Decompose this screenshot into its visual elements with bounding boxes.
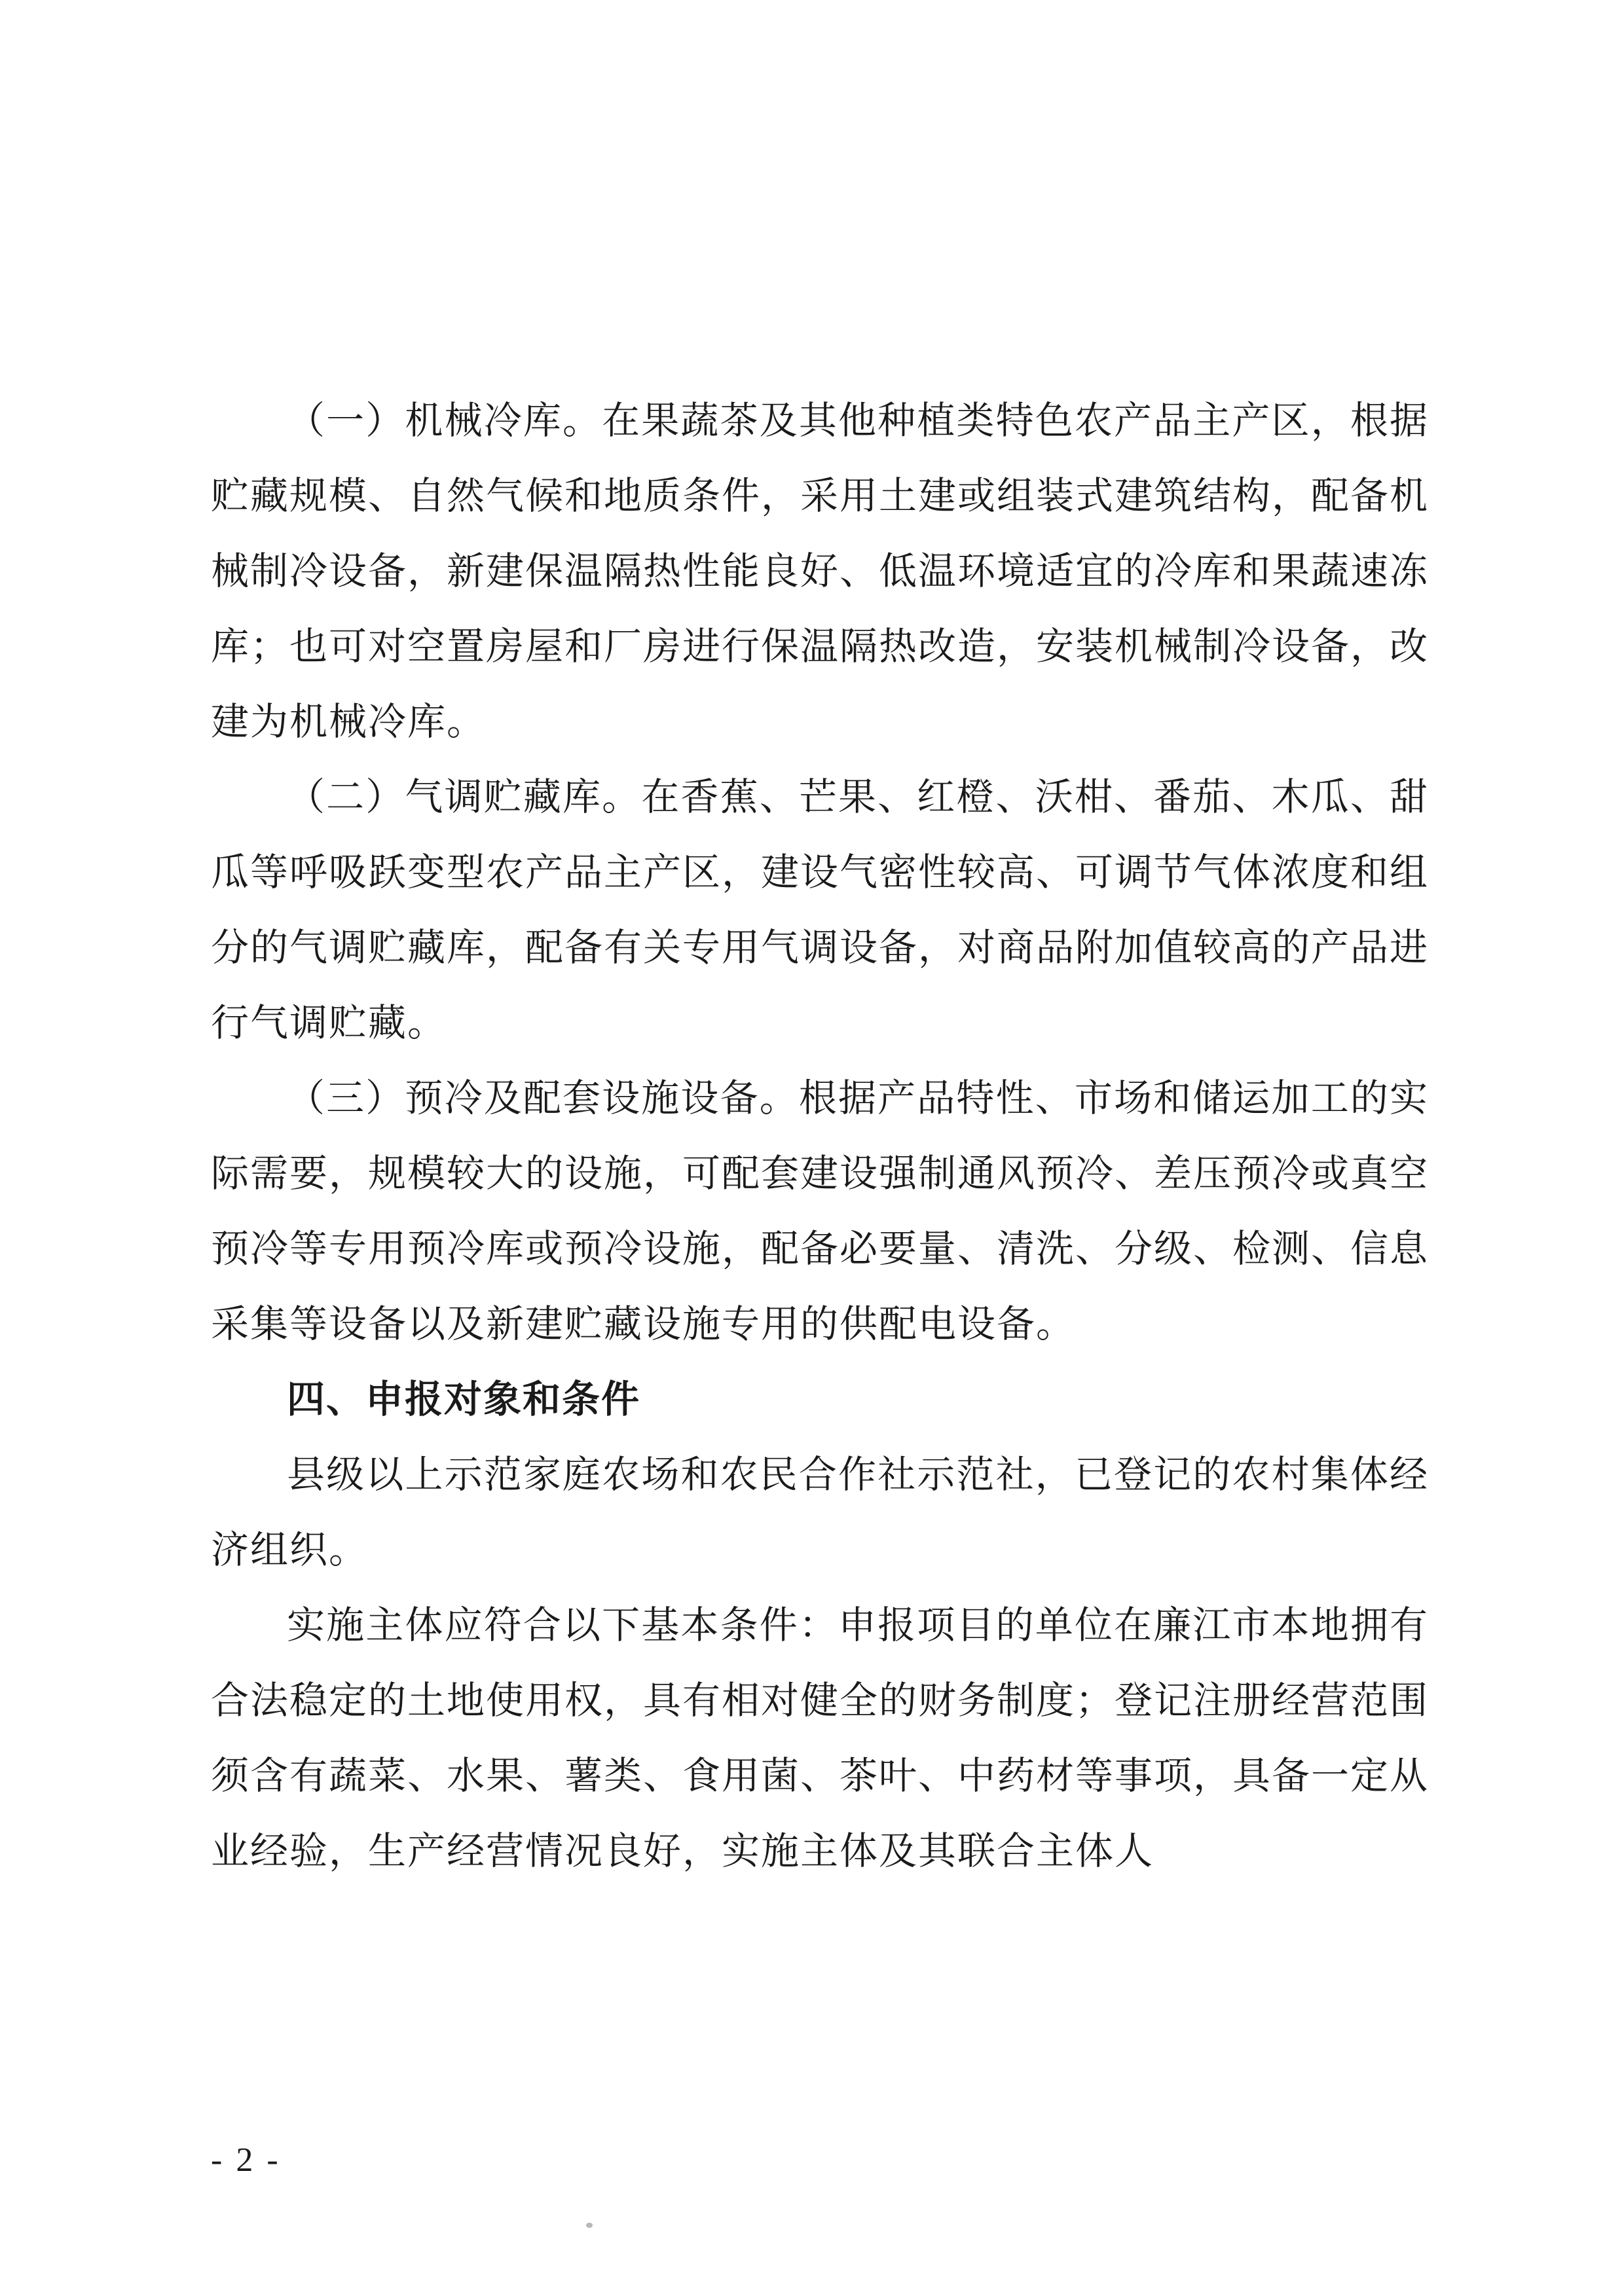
document-body xyxy=(211,383,1429,1889)
section-heading: 四、申报对象和条件 xyxy=(287,1377,641,1421)
scan-speck xyxy=(586,2223,593,2228)
paragraph-applicants: 县级以上示范家庭农场和农民合作社示范社，已登记的农村集体经济组织。 xyxy=(211,1452,1429,1572)
paragraph-mechanical-cold-storage: （一）机械冷库。在果蔬茶及其他种植类特色农产品主产区，根据贮藏规模、自然气候和地质条件，采用土建或组装式建筑结构，配备机械制冷设备，新建保温隔热性能良好、低温环境适宜的冷库和果蔬速冻库；也可对空置房屋和厂房进行保温隔热改造，安装机械制冷设备，改建为机械冷库。 xyxy=(211,398,1430,744)
paragraph-basic-conditions: 实施主体应符合以下基本条件：申报项目的单位在廉江市本地拥有合法稳定的土地使用权，具有相对健全的财务制度；登记注册经营范围须含有蔬菜、水果、薯类、食用菌、茶叶、中药材等事项，具备一定从业经验，生产经营情况良好，实施主体及其联合主体人 xyxy=(211,1603,1430,1873)
page-number: - 2 - xyxy=(211,2141,281,2179)
paragraph-precooling-facilities: （三）预冷及配套设施设备。根据产品特性、市场和储运加工的实际需要，规模较大的设施，可配套建设强制通风预冷、差压预冷或真空预冷等专用预冷库或预冷设施，配备必要量、清洗、分级、检测、信息采集等设备以及新建贮藏设施专用的供配电设备。 xyxy=(211,1076,1430,1346)
paragraph-controlled-atmosphere-storage: （二）气调贮藏库。在香蕉、芒果、红橙、沃柑、番茄、木瓜、甜瓜等呼吸跃变型农产品主产区，建设气密性较高、可调节气体浓度和组分的气调贮藏库，配备有关专用气调设备，对商品附加值较高的产品进行气调贮藏。 xyxy=(211,774,1430,1045)
